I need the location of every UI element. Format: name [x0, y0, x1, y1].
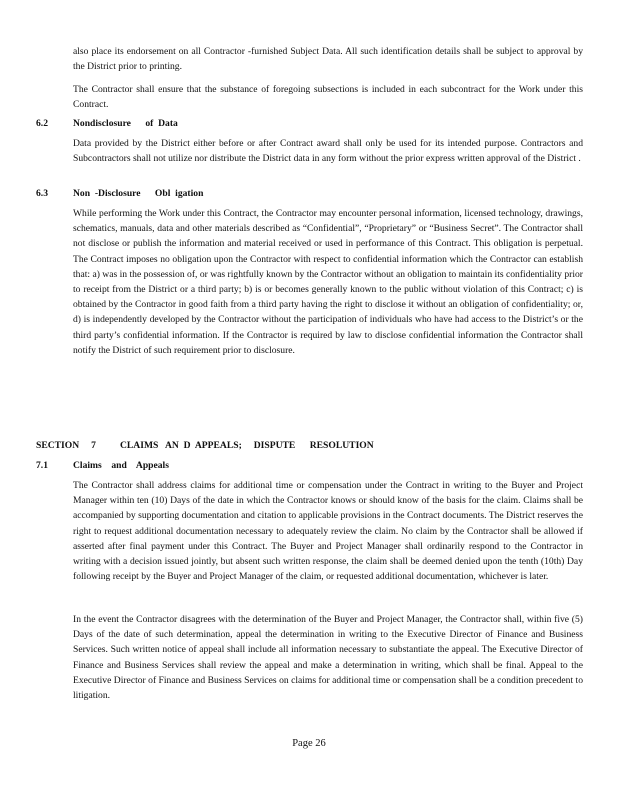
paragraph-subcontract: The Contractor shall ensure that the substance of foregoing subsections is included in each subcontract for the Work under this Contract. — [73, 84, 583, 111]
paragraph-7-1-claims: The Contractor shall address claims for additional time or compensation under the Contract in writing to the Buyer and Project Manager within ten (10) Days of the date in which the Contractor knows or should know of the basis for the claim. Claims shall be accompanied by supporting documentation and citation to applicable provisions in the Contract documents. The District reserves the right to request additional documentation necessary to adequately review the claim. No claim by the Contractor shall be allowed if asserted after final payment under this Contract. The Buyer and Project Manager shall ordinarily respond to the Contractor in writing with a decision issued jointly, but absent such written response, the claim shall be deemed denied upon the tenth (10th) Day following receipt by the Buyer and Project Manager of the claim, or requested additional documentation, whichever is later. — [73, 480, 583, 583]
paragraph-6-2: Data provided by the District either before or after Contract award shall only be used for its intended purpose. Contractors and Subcontractors shall not utilize nor distribute the District data in any form without the prior express written approval of the District . — [73, 138, 583, 165]
heading-claims-and-appeals: Claims and Appeals — [73, 460, 169, 471]
paragraph-endorsement: also place its endorsement on all Contractor -furnished Subject Data. All such identification details shall be subject to approval by the District prior to printing. — [73, 46, 583, 73]
section-number-6-3: 6.3 — [36, 188, 48, 199]
paragraph-7-1-appeals: In the event the Contractor disagrees with the determination of the Buyer and Project Manager, the Contractor shall, within five (5) Days of the date of such determination, appeal the determination in writing to the Executive Director of Finance and Business Services. Such written notice of appeal shall include all information necessary to substantiate the appeal. The Executive Director of Finance and Business Services shall review the appeal and make a determination in writing, which shall be final. Appeal to the Executive Director of Finance and Business Services on claims for additional time or compensation shall be a condition precedent to litigation. — [73, 614, 583, 702]
section-number-6-2: 6.2 — [36, 118, 48, 129]
section-number-7-1: 7.1 — [36, 460, 48, 471]
section-7-heading: SECTION 7 CLAIMS AN D APPEALS; DISPUTE RESOLUTION — [36, 440, 374, 451]
page-number: Page 26 — [292, 738, 326, 749]
heading-non-disclosure-obligation: Non -Disclosure Obl igation — [73, 188, 204, 199]
heading-nondisclosure-of-data: Nondisclosure of Data — [73, 118, 178, 129]
paragraph-6-3: While performing the Work under this Contract, the Contractor may encounter personal information, licensed technology, drawings, schematics, manuals, data and other materials described as “Confidential”, “Proprietary” or “Business Secret”. The Contractor shall not disclose or publish the information and material received or used in performance of this Contract. This obligation is perpetual. The Contract imposes no obligation upon the Contractor with respect to confidential information which the Contractor can establish that: a) was in the possession of, or was rightfully known by the Contractor without an obligation to maintain its confidentiality prior to receipt from the District or a third party; b) is or becomes generally known to the public without violation of this Contract; c) is obtained by the Contractor in good faith from a third party having the right to disclose it without an obligation of confidentiality; or, d) is independently developed by the Contractor without the participation of individuals who have had access to the District’s or the third party’s confidential information. If the Contractor is required by law to disclose confidential information the Contractor shall notify the District of such requirement prior to disclosure. — [73, 208, 583, 356]
